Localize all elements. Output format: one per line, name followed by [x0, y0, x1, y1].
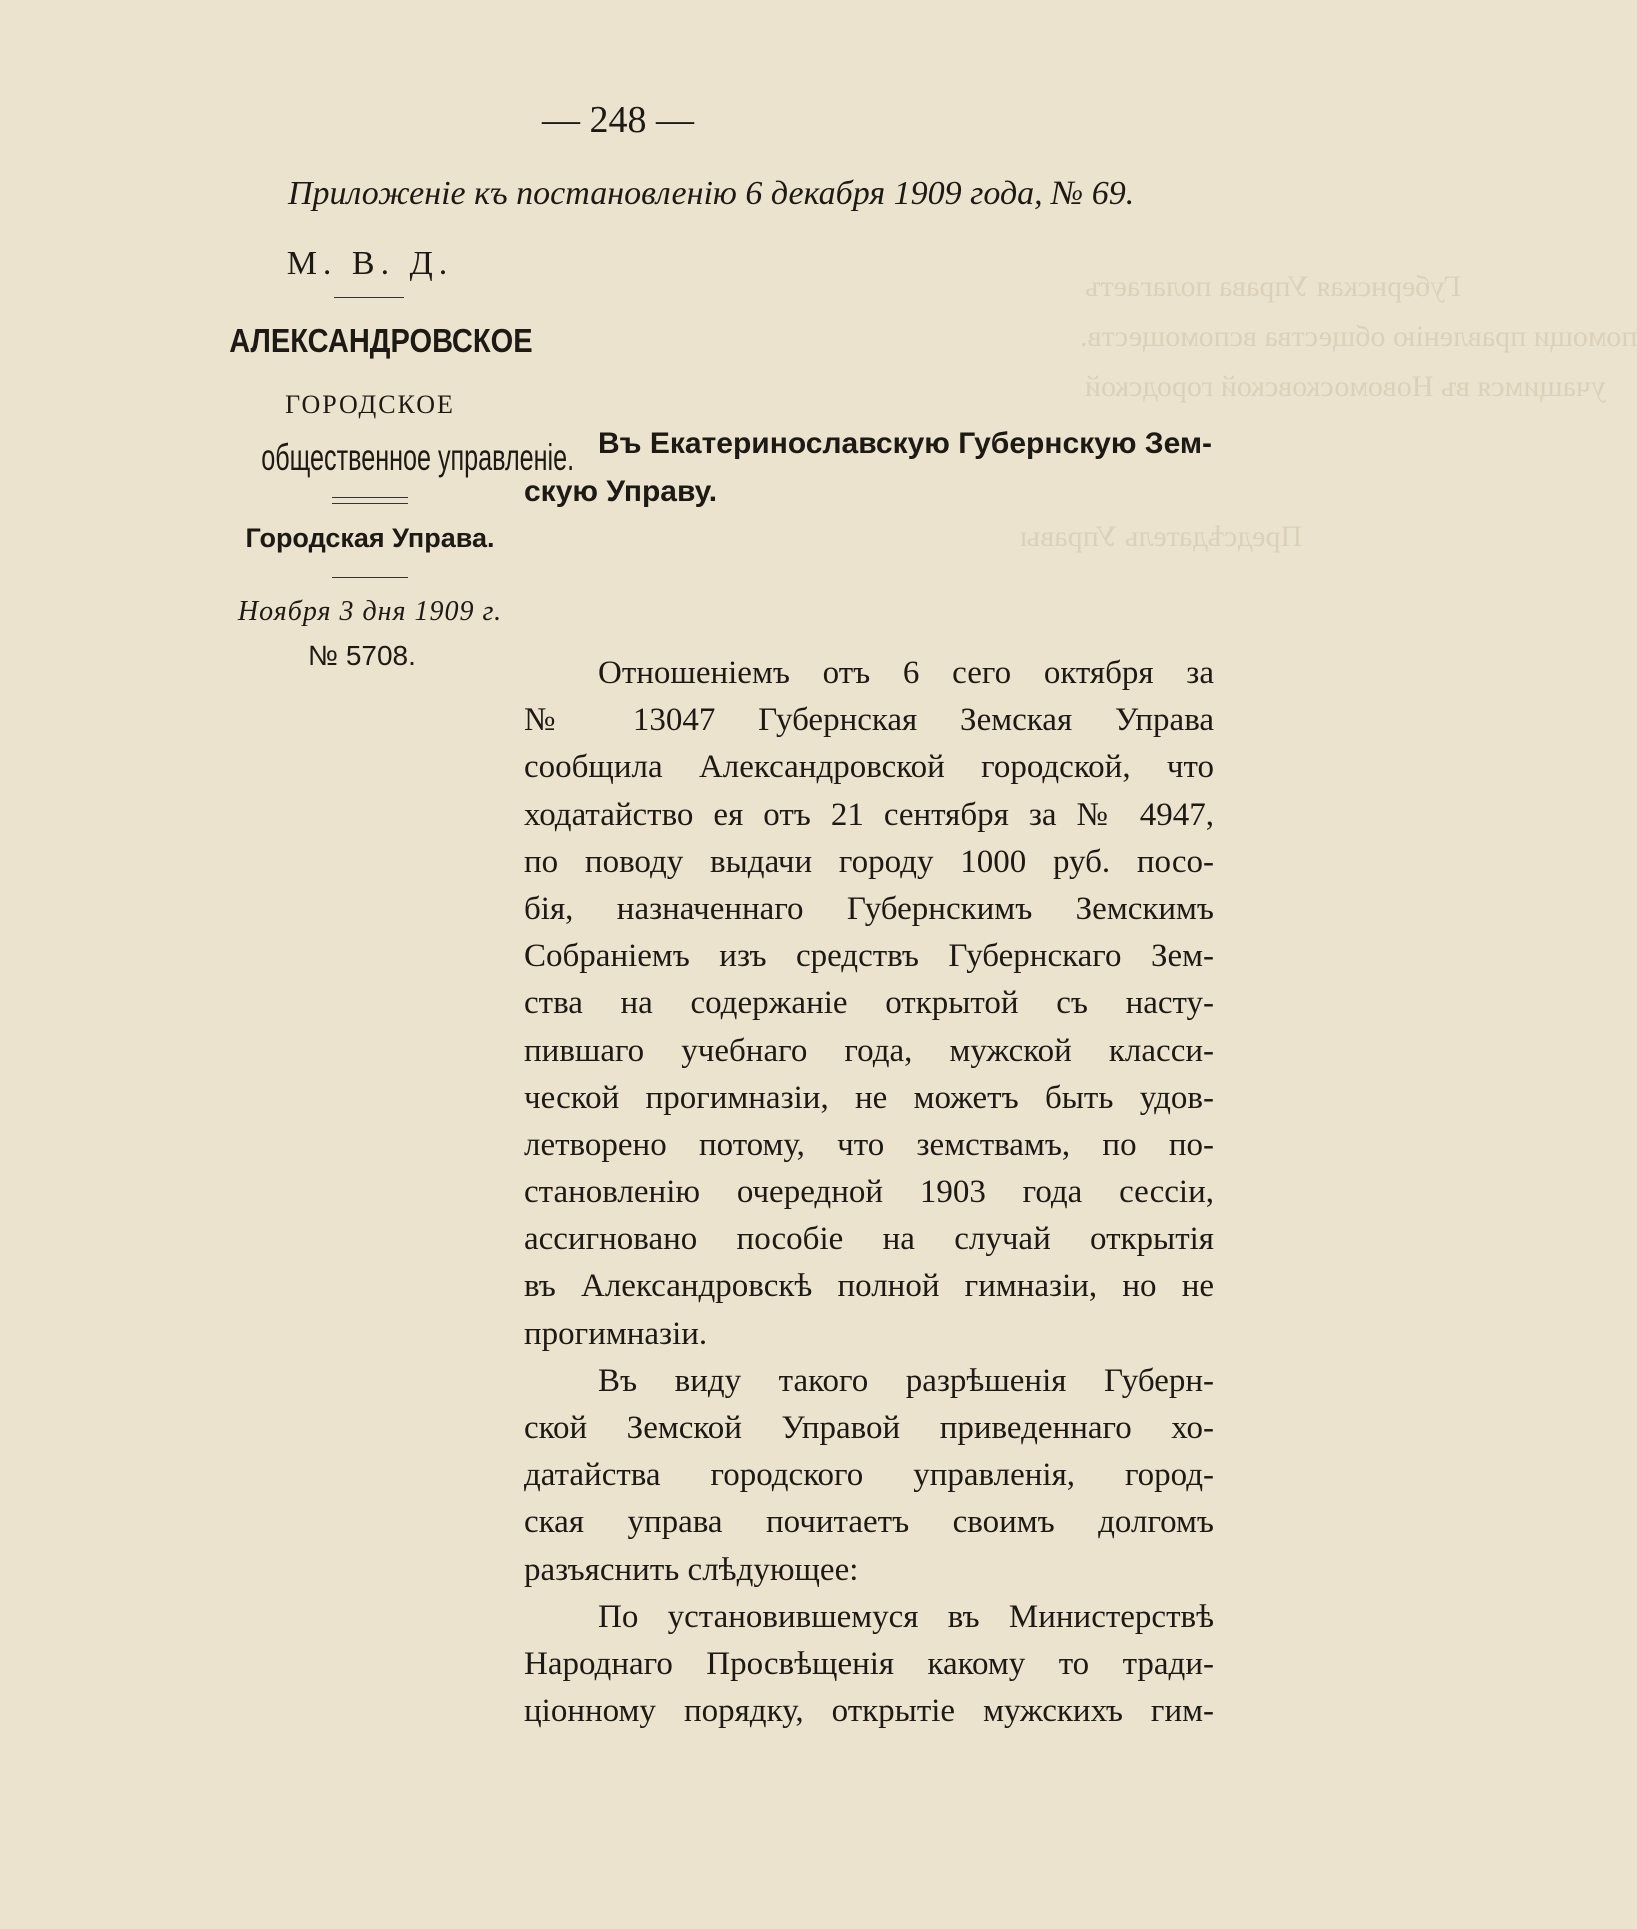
body-line: становленію очередной 1903 года сессіи,	[524, 1174, 1214, 1211]
bleed-through: помощи правленію общества вспомоществ.	[1080, 320, 1637, 353]
body-line: По установившемуся въ Министерствѣ	[598, 1598, 1214, 1635]
body-line: Собраніемъ изъ средствъ Губернскаго Зем-	[524, 938, 1214, 975]
body-line: ской Земской Управой приведеннаго хо-	[524, 1410, 1214, 1446]
sender-city: АЛЕКСАНДРОВСКОЕ	[229, 322, 533, 359]
body-line: ціонному порядку, открытіе мужскихъ гим-	[524, 1693, 1214, 1730]
letter-number: № 5708.	[308, 640, 416, 671]
divider	[332, 577, 408, 578]
sender-administration: общественное управленіе.	[261, 437, 575, 478]
addressee-line: скую Управу.	[524, 475, 718, 508]
body-line: ская управа почитаетъ своимъ долгомъ	[524, 1504, 1214, 1541]
body-line: Въ виду такого разрѣшенія Губерн-	[598, 1362, 1214, 1399]
body-line: Народнаго Просвѣщенія какому то тради-	[524, 1645, 1214, 1682]
bleed-through: учащимся въ Новомосковской городской	[1085, 370, 1607, 403]
addressee-line: Въ Екатеринославскую Губернскую Зем-	[598, 427, 1213, 460]
body-line: бія, назначеннаго Губернскимъ Земскимъ	[524, 890, 1214, 927]
letter-date: Ноября 3 дня 1909 г.	[237, 596, 503, 627]
body-line: сообщила Александровской городской, что	[524, 749, 1214, 786]
body-line: ческой прогимназіи, не можетъ быть удов-	[524, 1079, 1214, 1116]
body-line: ства на содержаніе открытой съ насту-	[524, 985, 1214, 1022]
body-line: по поводу выдачи городу 1000 руб. посо-	[524, 843, 1214, 880]
body-line: въ Александровскѣ полной гимназіи, но не	[524, 1268, 1214, 1305]
body-line: ассигновано пособіе на случай открытія	[524, 1221, 1214, 1258]
divider	[332, 503, 408, 504]
ministry-label: М. В. Д.	[286, 245, 454, 282]
body-line: датайства городского управленія, город-	[524, 1457, 1214, 1494]
body-line: пившаго учебнаго года, мужской класси-	[524, 1032, 1214, 1069]
body-line: Отношеніемъ отъ 6 сего октября за	[598, 655, 1214, 691]
appendix-title: Приложеніе къ постановленію 6 декабря 1909 года, № 69.	[288, 175, 1135, 212]
addressee	[524, 420, 1214, 516]
body-line: разъяснить слѣдующее:	[524, 1551, 859, 1588]
body-line: № 13047 Губернская Земская Управа	[524, 702, 1214, 739]
divider	[334, 297, 404, 298]
divider	[332, 497, 408, 498]
body-line: летворено потому, что земствамъ, по по-	[524, 1126, 1214, 1163]
page-number: — 248 —	[542, 99, 694, 141]
bleed-through: Предсѣдатель Управы	[1020, 520, 1303, 553]
body-line: ходатайство ея отъ 21 сентября за № 4947,	[524, 796, 1214, 833]
letter-body	[524, 650, 1214, 1735]
body-line: прогимназіи.	[524, 1315, 708, 1352]
sender-uprava: Городская Управа.	[245, 523, 495, 553]
sender-gorodskoe: ГОРОДСКОЕ	[285, 390, 455, 419]
bleed-through: Губернская Управа полагаетъ	[1085, 270, 1462, 303]
